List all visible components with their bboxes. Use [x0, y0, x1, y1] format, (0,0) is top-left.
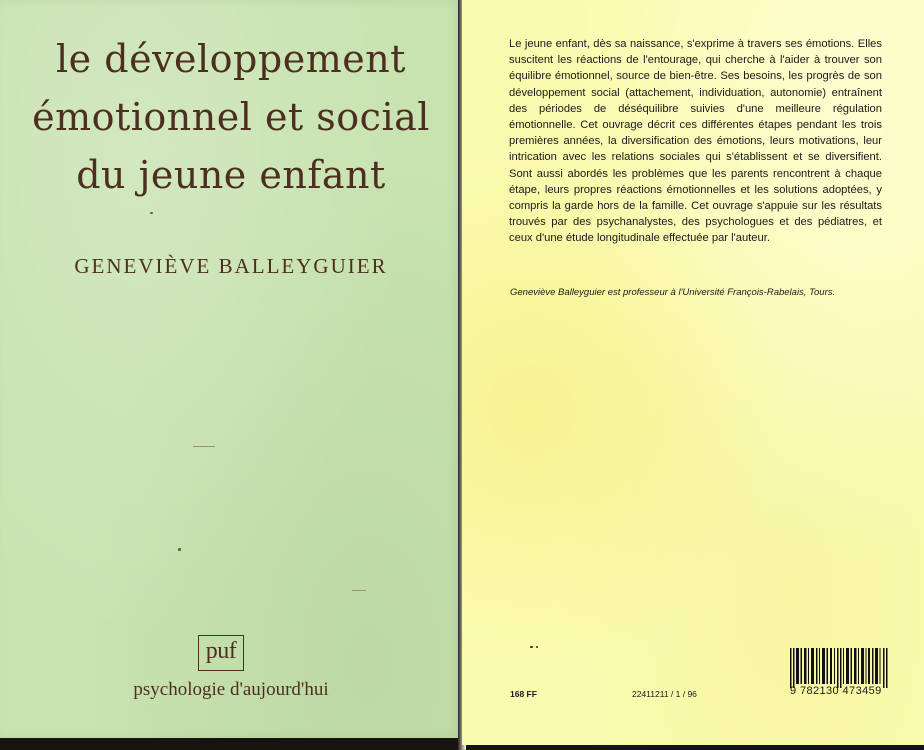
paper-mark: [352, 590, 366, 591]
barcode-icon: [790, 648, 888, 688]
back-cover-blurb: Le jeune enfant, dès sa naissance, s'exprime à travers ses émotions. Elles suscitent les réactions de l'entourage, qui cherche à l'aider à trouver son équilibre émotionnel, source de bien-être. Ses besoins, les progrès de son développement social (attachement, individuation, autonomie) entraînent des périodes de déséquilibre suivies d'une meilleure régulation émotionnelle. Cet ouvrage décrit ces différentes étapes pendant les trois premières années, la diversification des émotions, leurs motivations, leur intrication avec les relations sociales qui s'établissent et se diversifient. Sont aussi abordés les problèmes que les parents rencontrent à chaque étape, leurs propres réactions émotionnelles et les solutions adoptées, y compris la garde hors de la famille. Cet ouvrage s'appuie sur les résultats trouvés par des psychanalystes, des psychologues et des pédiatres, et ceux d'une étude longitudinale effectuée par l'auteur.: [509, 38, 882, 245]
title-line-2: émotionnel et social: [32, 95, 430, 139]
paper-mark: [193, 446, 215, 447]
paper-speck: [530, 646, 533, 648]
paper-speck: [536, 646, 538, 648]
series-name: psychologie d'aujourd'hui: [133, 679, 329, 700]
paper-speck: [178, 548, 181, 551]
price-label: 168 FF: [510, 689, 537, 699]
title-line-3: du jeune enfant: [76, 153, 386, 197]
front-cover: [0, 0, 462, 738]
catalog-code: 22411211 / 1 / 96: [632, 689, 697, 699]
author-bio: Geneviève Balleyguier est professeur à l'Université François-Rabelais, Tours.: [510, 287, 836, 298]
author-name: GENEVIÈVE BALLEYGUIER: [74, 254, 388, 278]
puf-logo: puf: [198, 635, 244, 671]
isbn-number: 9 782130 473459: [790, 685, 882, 697]
book-title: [0, 30, 462, 204]
back-cover: [462, 0, 924, 745]
title-line-1: le développement: [56, 37, 406, 81]
paper-speck: [150, 212, 153, 214]
